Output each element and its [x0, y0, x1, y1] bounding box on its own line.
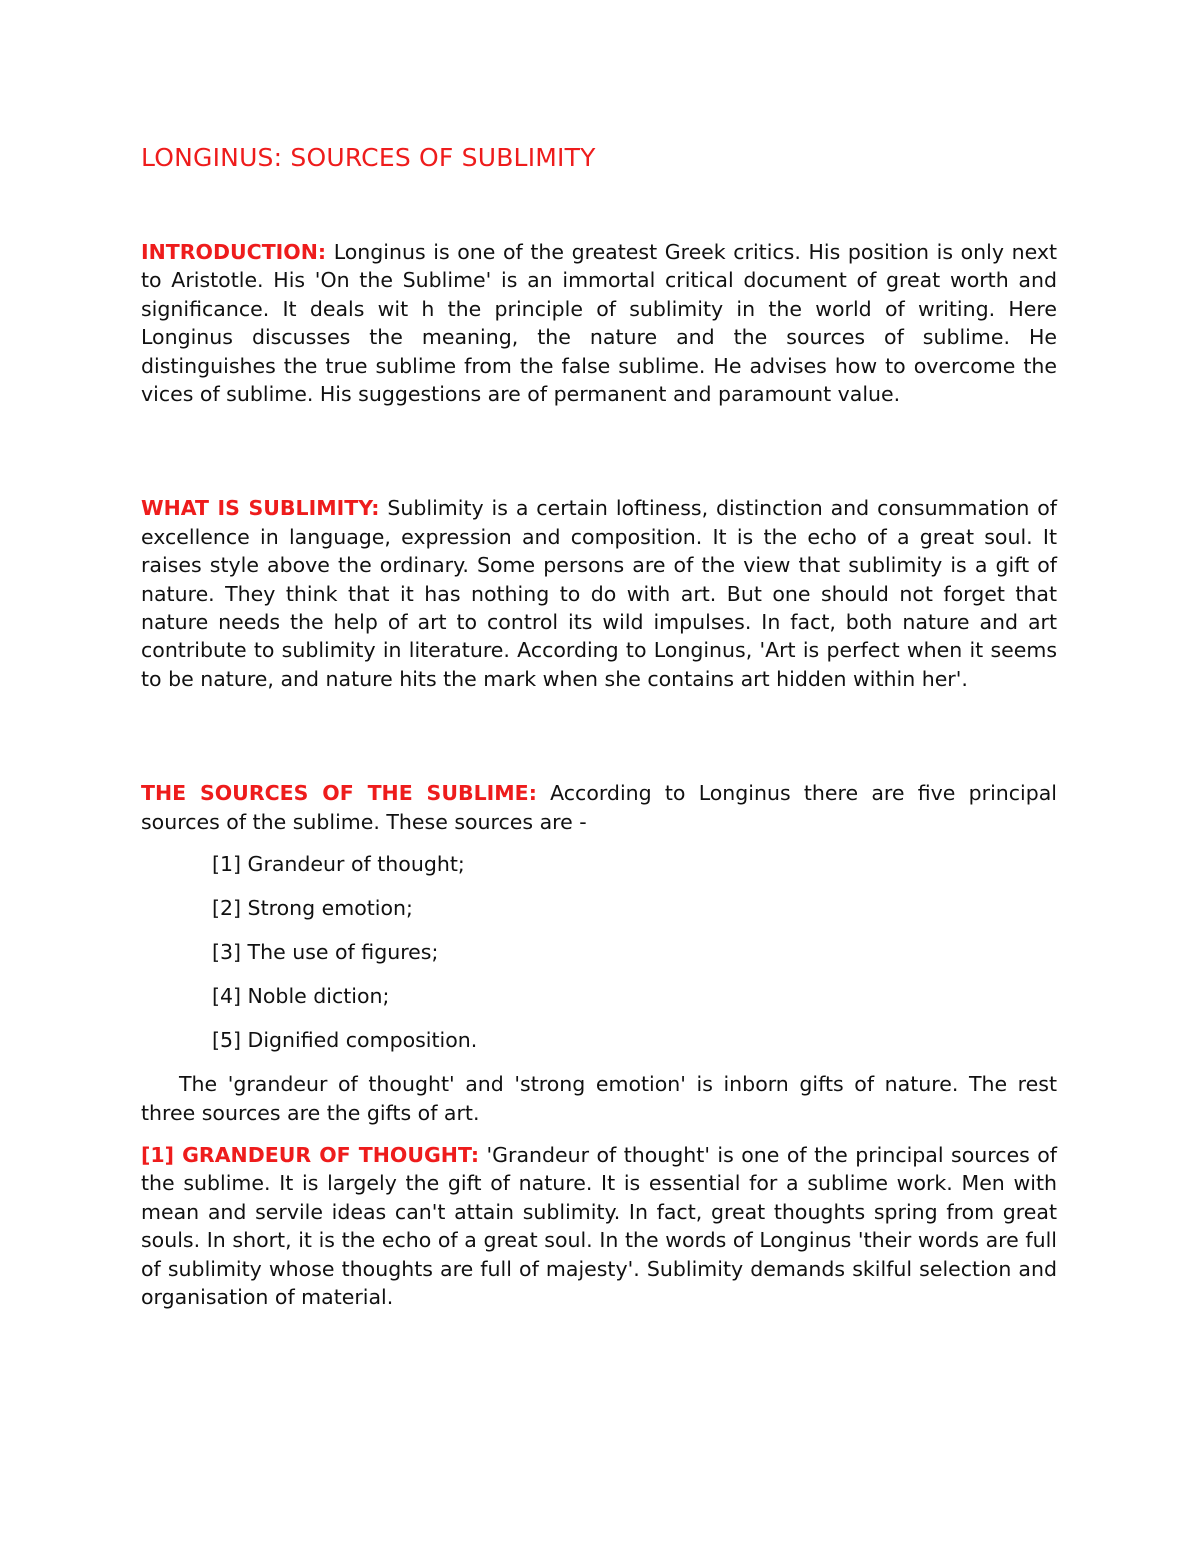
what-is-sublimity-text: Sublimity is a certain loftiness, distinction and consummation of excellence in language, expression and composition. It is the echo of a great soul. It raises style above the ordinary. Some persons are of the view that sublimity is a gift of nature. They think that it has nothing to do with art. But one should not forget that nature needs the help of art to control its wild impulses. In fact, both nature and art contribute to sublimity in literature. According to Longinus, 'Art is perfect when it seems to be nature, and nature hits the mark when she contains art hidden within her'.	[141, 496, 1057, 691]
grandeur-heading: [1] GRANDEUR OF THOUGHT:	[141, 1142, 480, 1167]
sources-paragraph	[141, 779, 1057, 836]
introduction-text: Longinus is one of the greatest Greek critics. His position is only next to Aristotle. His 'On the Sublime' is an immortal critical document of great worth and significance. It deals wit h the principle of sublimity in the world of writing. Here Longinus discusses the meaning, the nature and the sources of sublime. He distinguishes the true sublime from the false sublime. He advises how to overcome the vices of sublime. His suggestions are of permanent and paramount value.	[141, 240, 1057, 407]
sources-text: According to Longinus there are five principal sources of the sublime. These sources are -	[141, 781, 1057, 834]
grandeur-text: 'Grandeur of thought' is one of the principal sources of the sublime. It is largely the gift of nature. It is essential for a sublime work. Men with mean and servile ideas can't attain sublimity. In fact, great thoughts spring from great souls. In short, it is the echo of a great soul. In the words of Longinus 'their words are full of sublimity whose thoughts are full of majesty'. Sublimity demands skilful selection and organisation of material.	[141, 1142, 1058, 1309]
document-page	[141, 140, 1057, 1311]
list-item: [4] Noble diction;	[212, 984, 390, 1009]
grandeur-paragraph	[141, 1141, 1057, 1311]
introduction-heading: INTRODUCTION:	[141, 240, 327, 264]
introduction-paragraph	[141, 238, 1057, 408]
sources-list	[141, 850, 1057, 1054]
list-item: [2] Strong emotion;	[212, 896, 413, 921]
list-item: [3] The use of figures;	[212, 940, 439, 965]
list-item: [5] Dignified composition.	[212, 1028, 478, 1053]
document-title: LONGINUS: SOURCES OF SUBLIMITY	[141, 143, 596, 172]
sources-heading: THE SOURCES OF THE SUBLIME:	[141, 781, 537, 806]
what-is-sublimity-paragraph	[141, 494, 1057, 693]
sources-note: The 'grandeur of thought' and 'strong emotion' is inborn gifts of nature. The rest three sources are the gifts of art.	[141, 1072, 1057, 1125]
list-item: [1] Grandeur of thought;	[212, 852, 465, 877]
what-is-sublimity-heading: WHAT IS SUBLIMITY:	[141, 496, 380, 521]
